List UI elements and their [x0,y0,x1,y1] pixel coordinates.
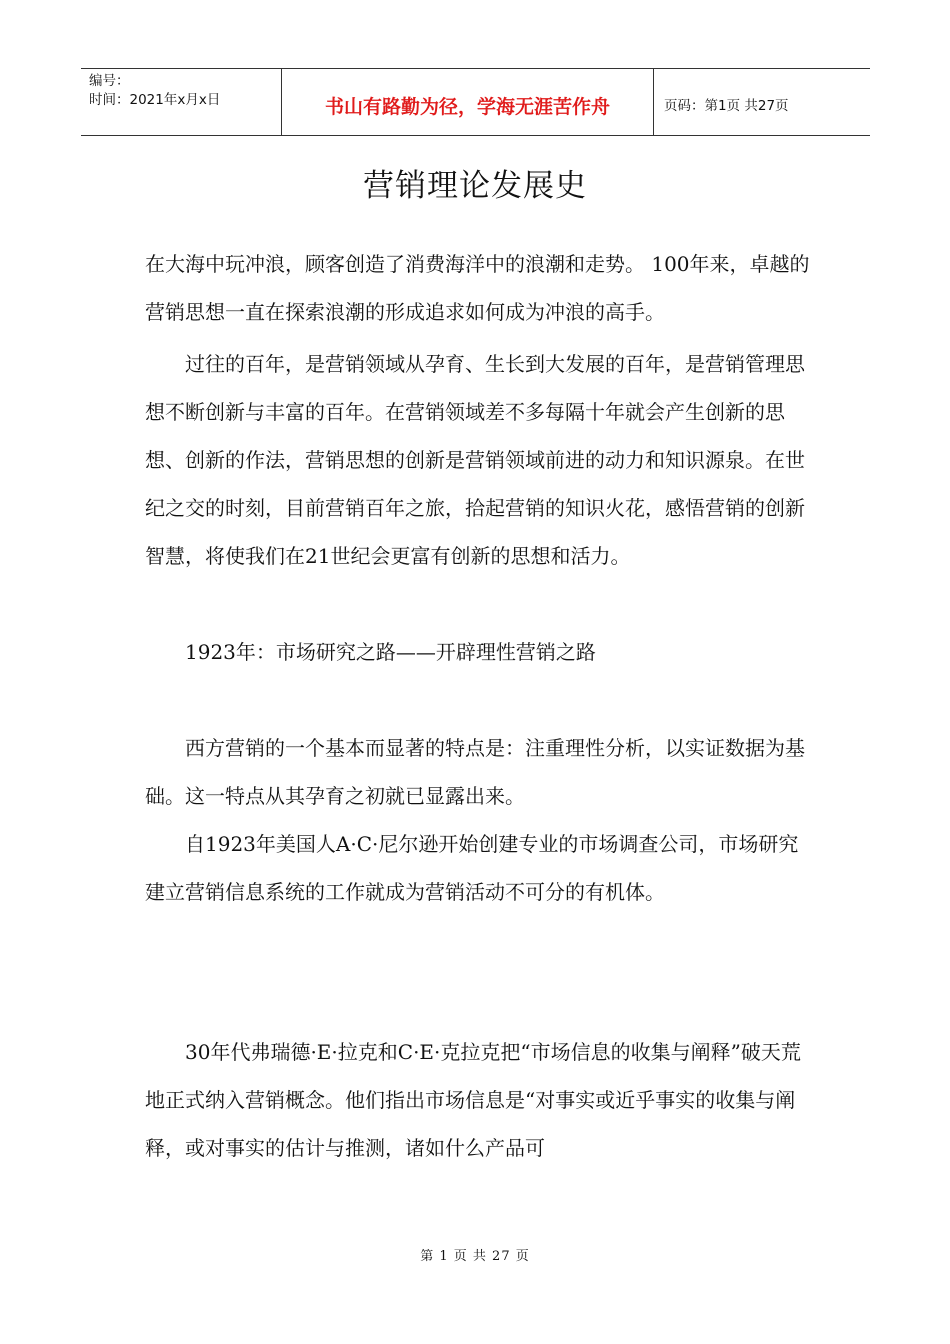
document-body [145,240,815,1172]
page-footer: 第 1 页 共 27 页 [420,1249,530,1264]
paragraph-4: 自1923年美国人A·C·尼尔逊开始创建专业的市场调查公司，市场研究建立营销信息系统的工作就成为营销活动不可分的有机体。 [145,832,799,904]
paragraph-2: 过往的百年，是营销领域从孕育、生长到大发展的百年，是营销管理思想不断创新与丰富的百年。在营销领域差不多每隔十年就会产生创新的思想、创新的作法，营销思想的创新是营销领域前进的动力和知识源泉。在世纪之交的时刻，目前营销百年之旅，拾起营销的知识火花，感悟营销的创新智慧，将使我们在21世纪会更富有创新的思想和活力。 [145,352,805,568]
header-page-info: 页码：第1页 共27页 [664,97,789,114]
paragraph-3: 西方营销的一个基本而显著的特点是：注重理性分析，以实证数据为基础。这一特点从其孕育之初就已显露出来。 [145,736,805,808]
time-label: 时间：2021年x月x日 [89,92,221,108]
document-header [81,68,870,136]
page-title: 营销理论发展史 [363,168,587,204]
header-motto: 书山有路勤为径，学海无涯苦作舟 [281,69,654,135]
serial-number-label: 编号： [89,73,130,89]
paragraph-5: 30年代弗瑞德·E·拉克和C·E·克拉克把“市场信息的收集与阐释”破天荒地正式纳入营销概念。他们指出市场信息是“对事实或近乎事实的收集与阐释，或对事实的估计与推测，诸如什么产品可 [145,1040,801,1160]
header-left-cell [81,69,281,135]
section-heading-1923: 1923年：市场研究之路——开辟理性营销之路 [185,640,596,664]
paragraph-1: 在大海中玩冲浪，顾客创造了消费海洋中的浪潮和走势。 100年来，卓越的营销思想一直在探索浪潮的形成追求如何成为冲浪的高手。 [145,252,810,324]
